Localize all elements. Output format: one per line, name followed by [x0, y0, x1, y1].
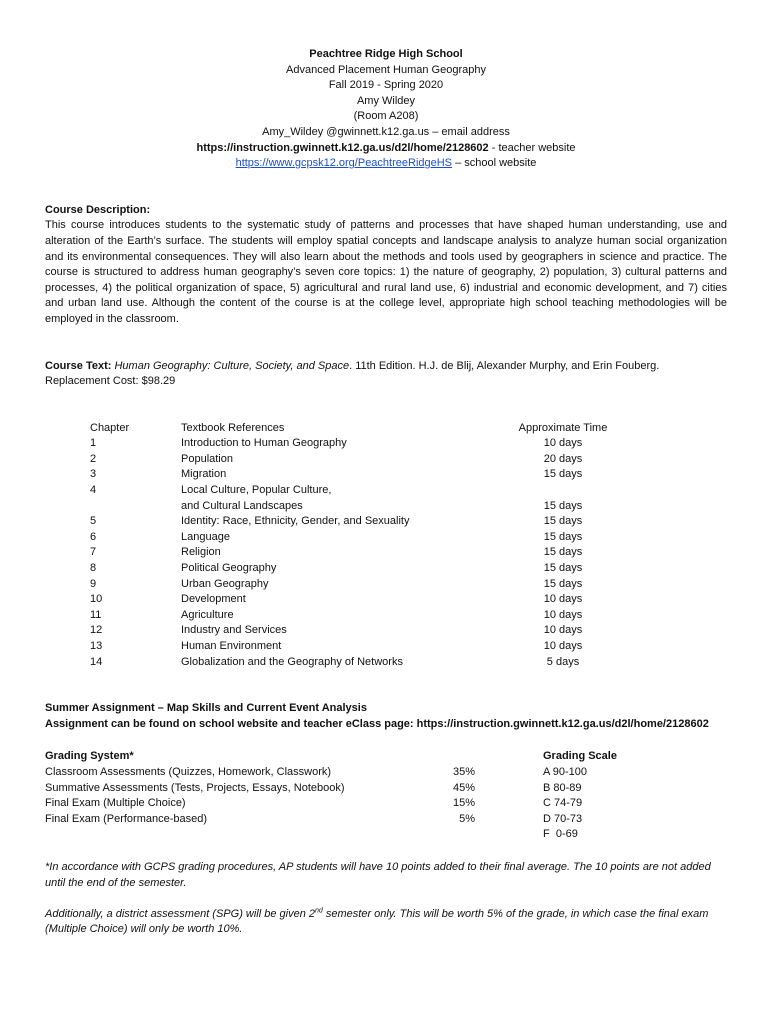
district-note-part1: Additionally, a district assessment (SPG) will be given 2 [45, 907, 316, 920]
course-text-section [45, 359, 727, 390]
chapter-number: 11 [90, 608, 102, 621]
chapter-reference: Industry and Services [181, 624, 287, 637]
chapter-number: 8 [90, 562, 97, 575]
chapter-number: 7 [90, 546, 97, 559]
chapter-time [498, 483, 628, 499]
chapter-row [90, 530, 628, 546]
chapter-row [90, 577, 628, 593]
chapter-reference: Globalization and the Geography of Networks [181, 655, 403, 668]
summer-assignment-title: Summer Assignment – Map Skills and Current Event Analysis [45, 702, 367, 715]
teacher-website-suffix: - teacher website [488, 141, 576, 154]
school-website-line [45, 156, 727, 172]
chapter-number: 10 [90, 593, 103, 606]
chapter-reference: Agriculture [181, 608, 234, 621]
chapter-col-header: Chapter [90, 421, 130, 434]
grading-item-name: Summative Assessments (Tests, Projects, Essays, Notebook) [45, 781, 345, 794]
chapter-row [90, 483, 628, 499]
grading-item-percent: 45% [452, 781, 475, 794]
chapter-number: 6 [90, 530, 97, 543]
chapter-number: 9 [90, 577, 97, 590]
grading-note: *In accordance with GCPS grading procedures, AP students will have 10 points added to their final average. The 10 points are not added until the end of the semester. [45, 860, 711, 889]
chapter-reference: Development [181, 593, 246, 606]
course-text-book-title: Human Geography: Culture, Society, and Space [114, 359, 350, 372]
chapter-number: 14 [90, 655, 103, 668]
refs-col-header: Textbook References [181, 421, 285, 434]
chapter-row [90, 561, 628, 577]
chapter-reference: Local Culture, Popular Culture, [181, 484, 332, 497]
course-term: Fall 2019 - Spring 2020 [328, 79, 444, 92]
chapter-number: 1 [90, 437, 97, 450]
teacher-name: Amy Wildey [356, 94, 416, 107]
chapter-row [90, 623, 628, 639]
chapter-row [90, 499, 628, 515]
school-website-link[interactable]: https://www.gcpsk12.org/PeachtreeRidgeHS [235, 157, 453, 170]
syllabus-page [45, 47, 727, 938]
syllabus-header [45, 47, 727, 172]
grading-scale-title: Grading Scale [543, 750, 617, 763]
district-note-sup: nd [315, 907, 323, 915]
course-text-line [45, 359, 727, 375]
chapter-time: 15 days [543, 499, 583, 512]
chapter-time: 5 days [546, 655, 580, 668]
grading-section [45, 749, 727, 844]
chapter-reference: Language [181, 530, 230, 543]
chapter-row [90, 639, 628, 655]
grading-scale-item: A 90-100 [543, 765, 588, 778]
grading-item-name: Final Exam (Performance-based) [45, 812, 208, 825]
grading-item-name: Classroom Assessments (Quizzes, Homework, Classwork) [45, 765, 332, 778]
grading-scale-list [543, 749, 663, 843]
chapter-reference: Political Geography [181, 562, 277, 575]
grading-item-percent: 35% [452, 765, 475, 778]
chapter-time: 10 days [543, 437, 583, 450]
chapter-reference: Migration [181, 468, 227, 481]
chapter-time: 10 days [543, 593, 583, 606]
chapter-number: 12 [90, 624, 103, 637]
chapter-time: 15 days [543, 577, 583, 590]
grading-item-percent: 15% [452, 797, 475, 810]
chapter-row [90, 545, 628, 561]
chapter-row [90, 655, 628, 671]
chapter-time: 10 days [543, 624, 583, 637]
chapter-time: 15 days [543, 546, 583, 559]
grading-scale-item: B 80-89 [543, 781, 582, 794]
teacher-website-link[interactable]: https://instruction.gwinnett.k12.ga.us/d2l/home/2128602 [196, 141, 489, 154]
summer-assignment-section [45, 701, 727, 732]
course-name: Advanced Placement Human Geography [286, 63, 486, 76]
chapter-table-header [90, 421, 628, 437]
chapter-reference: and Cultural Landscapes [181, 499, 303, 512]
room-number: (Room A208) [353, 110, 419, 123]
chapter-row [90, 467, 628, 483]
course-description-title: Course Description: [45, 203, 151, 216]
course-description-section [45, 203, 727, 328]
chapter-number [90, 499, 181, 515]
chapter-time: 10 days [543, 640, 583, 652]
chapter-time: 15 days [543, 530, 583, 543]
course-text-label: Course Text: [45, 359, 112, 372]
chapter-time: 15 days [543, 562, 583, 575]
district-assessment-note [45, 907, 727, 938]
chapter-number: 4 [90, 484, 97, 497]
grading-system-list [45, 749, 385, 827]
grading-percent-list [385, 749, 475, 827]
teacher-website-line [45, 141, 727, 157]
course-text-details: . 11th Edition. H.J. de Blij, Alexander Murphy, and Erin Fouberg. [349, 359, 660, 372]
chapter-reference: Urban Geography [181, 577, 269, 590]
grading-item-percent: 5% [459, 812, 475, 825]
grading-item-name: Final Exam (Multiple Choice) [45, 797, 186, 810]
grading-scale-item: C 74-79 [543, 797, 583, 810]
chapter-row [90, 436, 628, 452]
chapter-time: 15 days [543, 515, 583, 528]
grading-scale-item: F 0-69 [543, 828, 578, 841]
chapter-reference: Human Environment [181, 640, 282, 652]
chapter-table [90, 421, 628, 671]
chapter-row [90, 592, 628, 608]
replacement-cost: Replacement Cost: $98.29 [45, 375, 176, 388]
chapter-row [90, 514, 628, 530]
chapter-reference: Religion [181, 546, 221, 559]
chapter-reference: Introduction to Human Geography [181, 437, 347, 450]
chapter-row [90, 452, 628, 468]
chapter-number: 2 [90, 452, 97, 465]
chapter-time: 20 days [543, 452, 583, 465]
chapter-row [90, 608, 628, 624]
chapter-reference: Population [181, 452, 233, 465]
school-website-suffix: – school website [452, 157, 537, 170]
chapter-time: 15 days [543, 468, 583, 481]
course-description-text: This course introduces students to the systematic study of patterns and processes that have shaped human understanding, use and alteration of the Earth’s surface. The students will employ spatial concepts and landscape analysis to analyze human social organization and its environmental consequences. They will also learn about the methods and tools used by geographers in science and practice. The course is structured to address human geography’s seven core topics: 1) the nature of geography, 2) population, 3) cultural patterns and processes, 4) the political organization of space, 5) agricultural and rural land use, 6) industrial and economic development, and 7) cities and urban land use. Although the content of the course is at the college level, appropriate high school teaching methodologies will be employed in the classroom. [45, 219, 727, 325]
chapter-number: 5 [90, 515, 97, 528]
summer-assignment-line: Assignment can be found on school website and teacher eClass page: https://instruction.gwinnett.k12.ga.us/d2l/home/2128602 [45, 717, 709, 730]
district-note-part2: semester only. This will be worth 5% of the grade, in which case the final exam (Multiple Choice) will only be worth 10%. [45, 907, 709, 936]
chapter-time: 10 days [543, 608, 583, 621]
school-name: Peachtree Ridge High School [309, 48, 463, 60]
chapter-number: 13 [90, 640, 103, 652]
grading-system-title: Grading System* [45, 750, 134, 763]
time-col-header: Approximate Time [518, 421, 608, 434]
teacher-email: Amy_Wildey @gwinnett.k12.ga.us – email address [262, 125, 510, 138]
chapter-reference: Identity: Race, Ethnicity, Gender, and Sexuality [181, 515, 410, 528]
grading-scale-item: D 70-73 [543, 812, 583, 825]
chapter-number: 3 [90, 468, 97, 481]
